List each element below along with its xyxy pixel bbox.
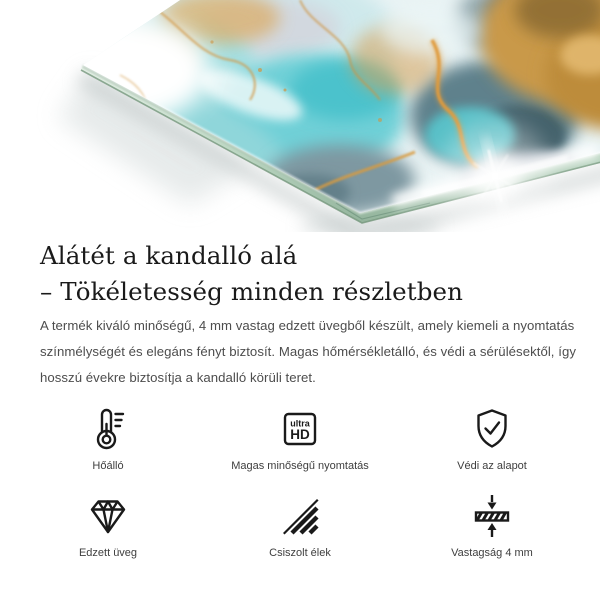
description-line: A termék kiváló minőségű, 4 mm vastag edzett üvegből készült, amely kiemeli a nyomtatás — [40, 318, 575, 333]
polished-edges-icon — [276, 492, 324, 540]
ultra-hd-icon — [276, 405, 324, 453]
glass-panel-illustration — [0, 0, 600, 232]
feature-grid — [12, 405, 588, 559]
svg-text:HD: HD — [290, 427, 310, 442]
feature-label: Csiszolt élek — [269, 547, 331, 559]
page-title-line2: – Tökéletesség minden részletben — [40, 277, 463, 306]
description-line: hosszú évekre biztosítja a kandalló körüli teret. — [40, 370, 316, 385]
feature-heat-resistant — [12, 405, 204, 472]
feature-label: Hőálló — [92, 460, 124, 472]
description-line: színmélységét és elegáns fényt biztosít. Magas hőmérsékletálló, és védi a sérülésektől, így — [40, 344, 576, 359]
svg-text:ultra: ultra — [290, 418, 310, 429]
feature-polished-edges — [204, 492, 396, 559]
product-image — [0, 0, 600, 232]
feature-label: Védi az alapot — [457, 460, 527, 472]
thermometer-icon — [84, 405, 132, 453]
feature-label: Vastagság 4 mm — [451, 547, 533, 559]
feature-label: Edzett üveg — [78, 547, 138, 559]
feature-thickness — [396, 492, 588, 559]
diamond-icon — [84, 492, 132, 540]
feature-ultra-hd-print — [204, 405, 396, 472]
feature-protects-base — [396, 405, 588, 472]
page-title-line1: Alátét a kandalló alá — [40, 241, 298, 270]
product-description — [40, 313, 600, 391]
feature-tempered-glass — [12, 492, 204, 559]
feature-label: Magas minőségű nyomtatás — [231, 460, 369, 472]
shield-check-icon — [468, 405, 516, 453]
page-title — [40, 238, 600, 310]
thickness-icon — [468, 492, 516, 540]
